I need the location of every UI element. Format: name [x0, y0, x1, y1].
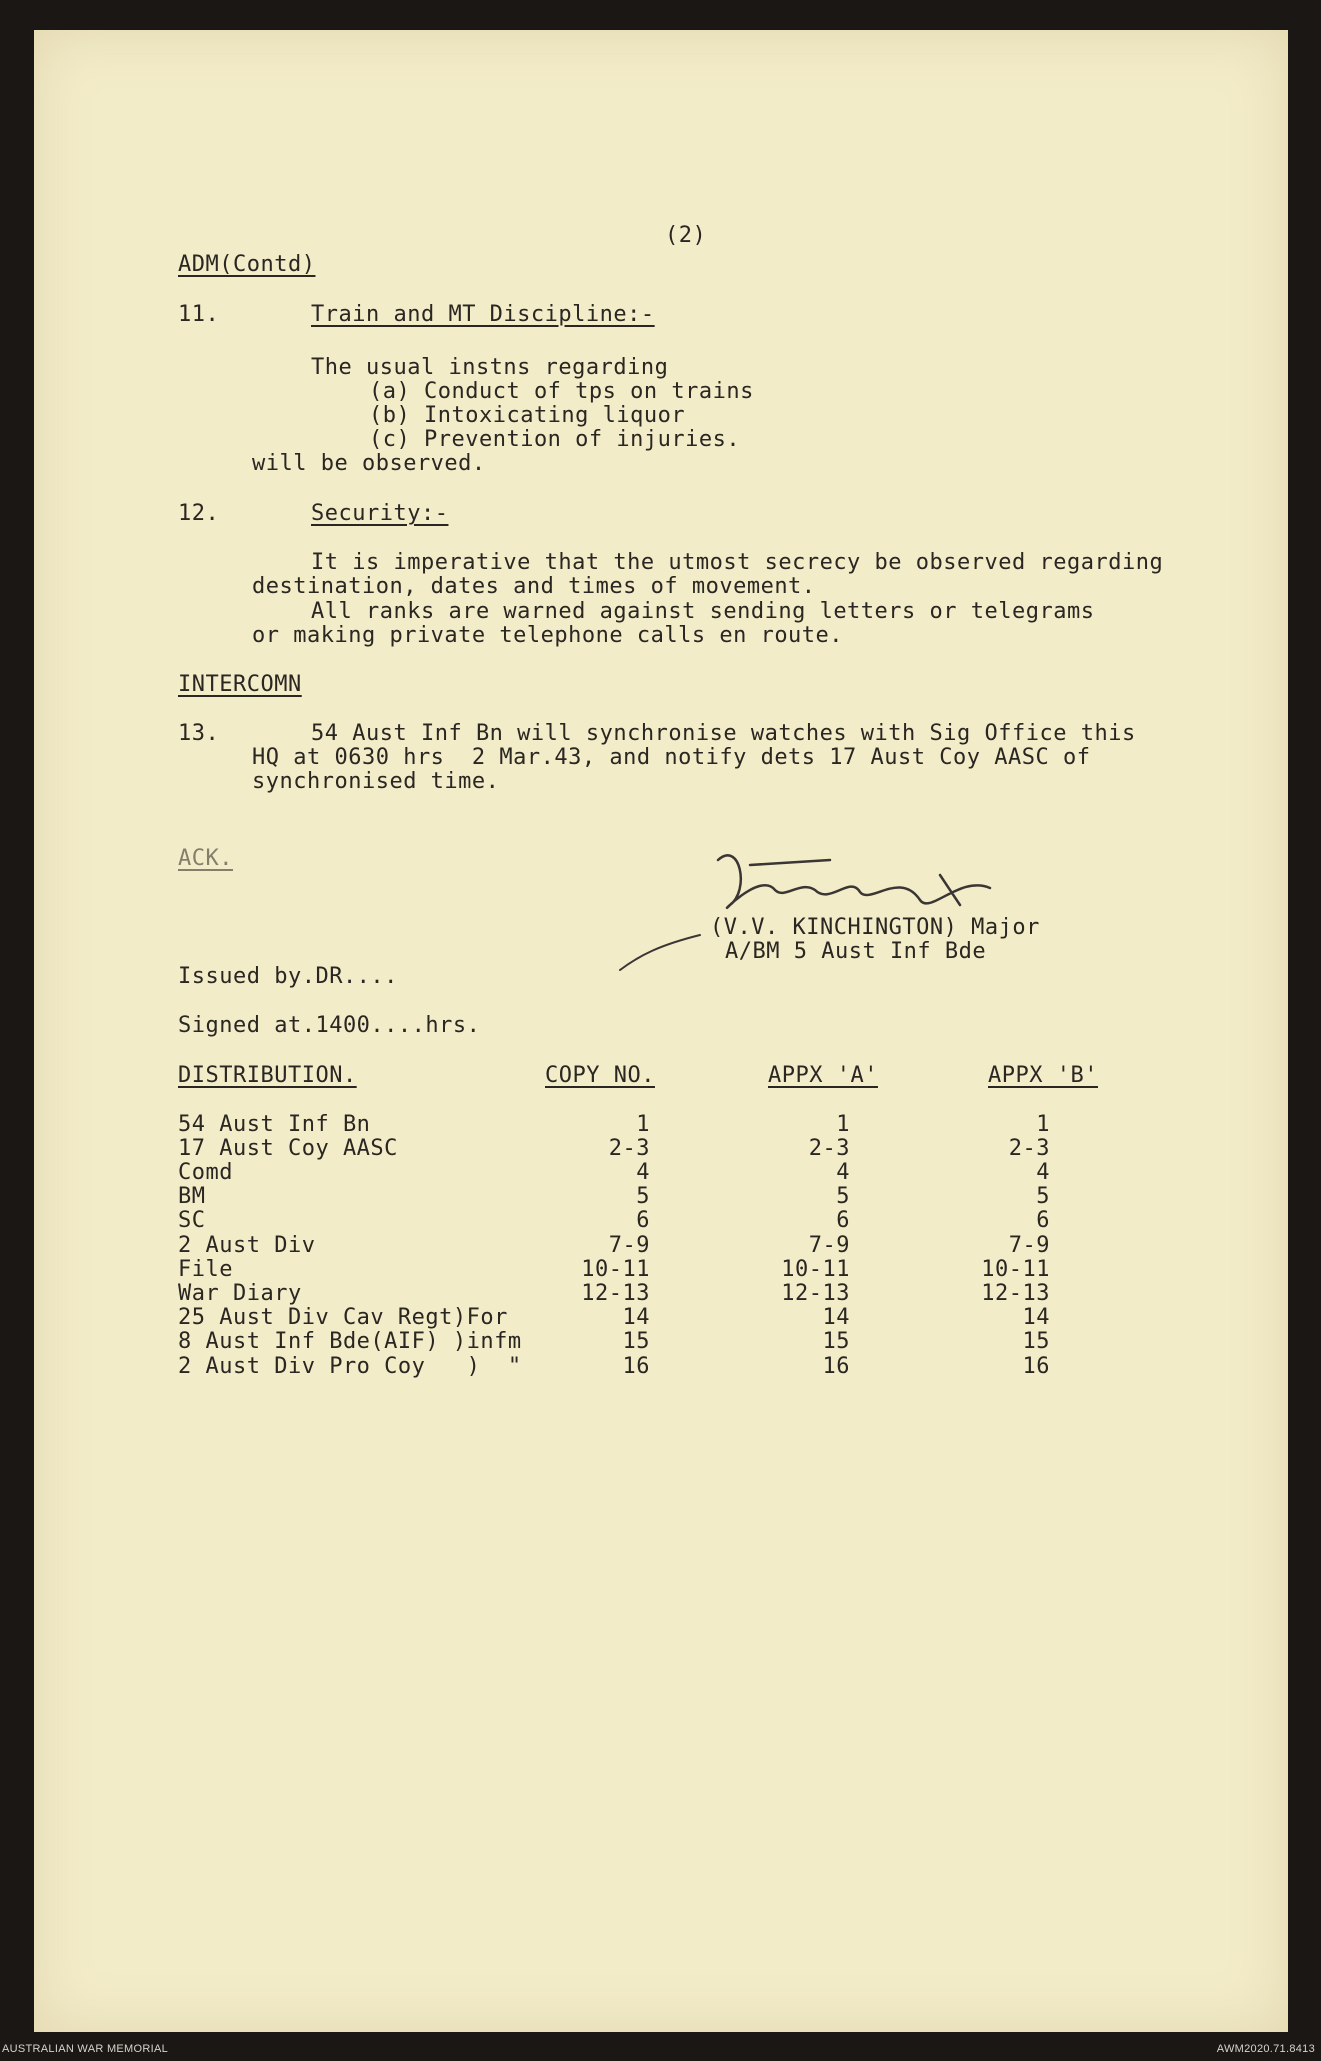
para13-line-3: synchronised time.: [252, 769, 500, 794]
table-row-copy: 14: [622, 1305, 650, 1330]
table-row-appx-a: 2-3: [808, 1136, 850, 1161]
table-row-copy: 2-3: [608, 1136, 650, 1161]
para11-item-c: (c) Prevention of injuries.: [369, 427, 741, 452]
table-row-appx-b: 15: [1022, 1329, 1050, 1354]
table-row-name: File: [178, 1257, 233, 1282]
table-row-appx-b: 12-13: [981, 1281, 1050, 1306]
table-row-name: Comd: [178, 1160, 233, 1185]
table-row-appx-b: 1: [1036, 1112, 1050, 1137]
table-row-appx-b: 2-3: [1008, 1136, 1050, 1161]
table-row-appx-a: 15: [822, 1329, 850, 1354]
copy-no-header: COPY NO.: [545, 1063, 655, 1088]
table-row-appx-a: 7-9: [808, 1233, 850, 1258]
para13-line-1: 54 Aust Inf Bn will synchronise watches with Sig Office this: [311, 721, 1136, 746]
table-row-appx-b: 5: [1036, 1184, 1050, 1209]
table-row-name: 2 Aust Div: [178, 1233, 316, 1258]
table-row-copy: 1: [636, 1112, 650, 1137]
para11-item-b: (b) Intoxicating liquor: [369, 403, 686, 428]
table-row-copy: 15: [622, 1329, 650, 1354]
table-row-appx-a: 10-11: [781, 1257, 850, 1282]
footer-archive-label: AUSTRALIAN WAR MEMORIAL: [2, 2043, 169, 2055]
table-row-appx-b: 14: [1022, 1305, 1050, 1330]
table-row-appx-b: 6: [1036, 1208, 1050, 1233]
appx-a-header: APPX 'A': [768, 1063, 878, 1088]
table-row-copy: 5: [636, 1184, 650, 1209]
table-row-copy: 7-9: [608, 1233, 650, 1258]
issued-by: Issued by.DR....: [178, 964, 398, 989]
para13-line-2: HQ at 0630 hrs 2 Mar.43, and notify dets 17 Aust Coy AASC of: [252, 745, 1091, 770]
table-row-name: 54 Aust Inf Bn: [178, 1112, 371, 1137]
para12-title: Security:-: [311, 501, 449, 526]
para13-number: 13.: [178, 721, 220, 746]
signature-name: (V.V. KINCHINGTON) Major: [710, 915, 1040, 940]
para12-line-1: It is imperative that the utmost secrecy be observed regarding: [311, 550, 1164, 575]
table-row-appx-a: 14: [822, 1305, 850, 1330]
distribution-header: DISTRIBUTION.: [178, 1063, 357, 1088]
table-row-name: 17 Aust Coy AASC: [178, 1136, 398, 1161]
heading-adm: ADM(Contd): [178, 252, 316, 277]
table-row-appx-b: 7-9: [1008, 1233, 1050, 1258]
table-row-name: 8 Aust Inf Bde(AIF) )infm: [178, 1329, 522, 1354]
table-row-appx-a: 5: [836, 1184, 850, 1209]
table-row-copy: 6: [636, 1208, 650, 1233]
para12-line-4: or making private telephone calls en route.: [252, 623, 844, 648]
table-row-appx-a: 12-13: [781, 1281, 850, 1306]
table-row-copy: 4: [636, 1160, 650, 1185]
signed-at: Signed at.1400....hrs.: [178, 1013, 481, 1038]
table-row-appx-a: 16: [822, 1354, 850, 1379]
ack-heading: ACK.: [178, 846, 233, 871]
table-row-name: BM: [178, 1184, 206, 1209]
signature-title: A/BM 5 Aust Inf Bde: [725, 939, 987, 964]
table-row-copy: 10-11: [581, 1257, 650, 1282]
para11-item-a: (a) Conduct of tps on trains: [369, 379, 754, 404]
para11-intro: The usual instns regarding: [311, 355, 669, 380]
table-row-appx-a: 4: [836, 1160, 850, 1185]
page-number: (2): [665, 223, 707, 248]
para12-line-3: All ranks are warned against sending letters or telegrams: [311, 599, 1095, 624]
para11-number: 11.: [178, 302, 220, 327]
table-row-copy: 16: [622, 1354, 650, 1379]
table-row-copy: 12-13: [581, 1281, 650, 1306]
para12-number: 12.: [178, 501, 220, 526]
table-row-appx-a: 1: [836, 1112, 850, 1137]
table-row-appx-b: 4: [1036, 1160, 1050, 1185]
footer-catalog-id: AWM2020.71.8413: [1216, 2043, 1315, 2055]
appx-b-header: APPX 'B': [988, 1063, 1098, 1088]
heading-intercomn: INTERCOMN: [178, 672, 302, 697]
para12-line-2: destination, dates and times of movement.: [252, 574, 816, 599]
table-row-name: 2 Aust Div Pro Coy ) ": [178, 1354, 522, 1379]
table-row-appx-b: 10-11: [981, 1257, 1050, 1282]
table-row-name: 25 Aust Div Cav Regt)For: [178, 1305, 508, 1330]
table-row-appx-b: 16: [1022, 1354, 1050, 1379]
para11-title: Train and MT Discipline:-: [311, 302, 655, 327]
para11-closing: will be observed.: [252, 451, 486, 476]
table-row-name: War Diary: [178, 1281, 302, 1306]
table-row-name: SC: [178, 1208, 206, 1233]
table-row-appx-a: 6: [836, 1208, 850, 1233]
